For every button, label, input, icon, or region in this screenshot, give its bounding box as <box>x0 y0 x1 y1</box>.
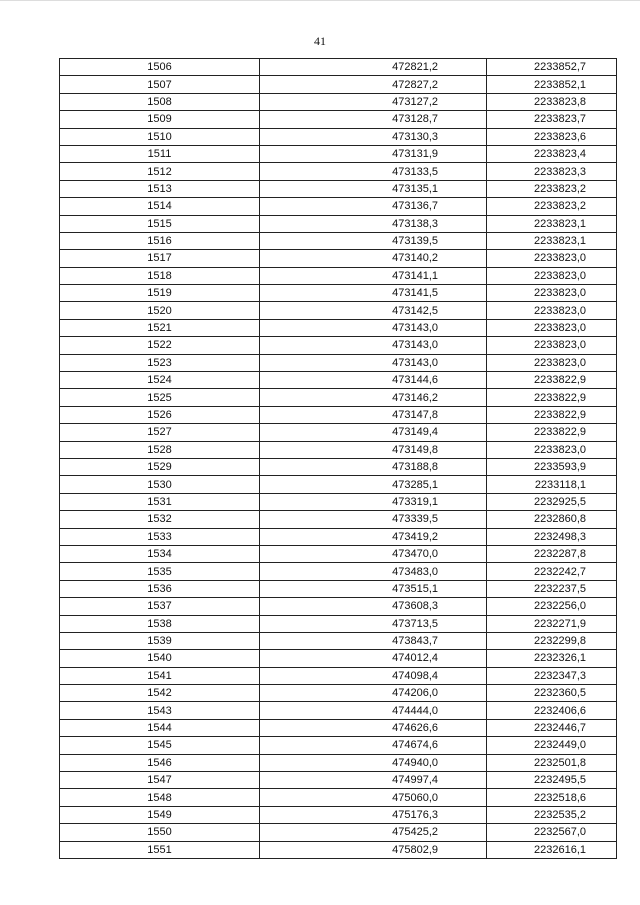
y-coordinate-cell: 2233823,7 <box>487 111 617 128</box>
y-coordinate-cell: 2232326,1 <box>487 650 617 667</box>
point-number-cell: 1530 <box>60 476 260 493</box>
table-row <box>60 563 617 580</box>
table-row <box>60 232 617 249</box>
table-row <box>60 128 617 145</box>
table-row <box>60 319 617 336</box>
x-coordinate-cell: 473149,4 <box>260 424 487 441</box>
y-coordinate-cell: 2233823,0 <box>487 250 617 267</box>
x-coordinate-cell: 473608,3 <box>260 598 487 615</box>
y-coordinate-cell: 2232299,8 <box>487 632 617 649</box>
table-row <box>60 180 617 197</box>
y-coordinate-cell: 2233822,9 <box>487 372 617 389</box>
x-coordinate-cell: 473843,7 <box>260 632 487 649</box>
table-row <box>60 337 617 354</box>
x-coordinate-cell: 472827,2 <box>260 76 487 93</box>
x-coordinate-cell: 474012,4 <box>260 650 487 667</box>
x-coordinate-cell: 475425,2 <box>260 824 487 841</box>
x-coordinate-cell: 473136,7 <box>260 198 487 215</box>
y-coordinate-cell: 2233823,0 <box>487 319 617 336</box>
point-number-cell: 1517 <box>60 250 260 267</box>
y-coordinate-cell: 2232567,0 <box>487 824 617 841</box>
y-coordinate-cell: 2233823,0 <box>487 267 617 284</box>
table-row <box>60 406 617 423</box>
table-row <box>60 267 617 284</box>
y-coordinate-cell: 2232446,7 <box>487 719 617 736</box>
point-number-cell: 1533 <box>60 528 260 545</box>
table-row <box>60 354 617 371</box>
x-coordinate-cell: 475060,0 <box>260 789 487 806</box>
x-coordinate-cell: 473127,2 <box>260 93 487 110</box>
table-row <box>60 441 617 458</box>
y-coordinate-cell: 2232347,3 <box>487 667 617 684</box>
x-coordinate-cell: 473128,7 <box>260 111 487 128</box>
x-coordinate-cell: 473143,0 <box>260 319 487 336</box>
x-coordinate-cell: 474444,0 <box>260 702 487 719</box>
x-coordinate-cell: 474940,0 <box>260 754 487 771</box>
table-row <box>60 511 617 528</box>
table-row <box>60 372 617 389</box>
point-number-cell: 1532 <box>60 511 260 528</box>
table-row <box>60 598 617 615</box>
x-coordinate-cell: 474098,4 <box>260 667 487 684</box>
y-coordinate-cell: 2233823,4 <box>487 145 617 162</box>
point-number-cell: 1541 <box>60 667 260 684</box>
table-row <box>60 163 617 180</box>
y-coordinate-cell: 2233823,0 <box>487 354 617 371</box>
y-coordinate-cell: 2232449,0 <box>487 737 617 754</box>
y-coordinate-cell: 2232256,0 <box>487 598 617 615</box>
y-coordinate-cell: 2232498,3 <box>487 528 617 545</box>
point-number-cell: 1506 <box>60 59 260 76</box>
table-row <box>60 719 617 736</box>
point-number-cell: 1535 <box>60 563 260 580</box>
table-row <box>60 545 617 562</box>
y-coordinate-cell: 2233822,9 <box>487 424 617 441</box>
point-number-cell: 1537 <box>60 598 260 615</box>
x-coordinate-cell: 473131,9 <box>260 145 487 162</box>
point-number-cell: 1526 <box>60 406 260 423</box>
point-number-cell: 1523 <box>60 354 260 371</box>
table-row <box>60 702 617 719</box>
point-number-cell: 1518 <box>60 267 260 284</box>
point-number-cell: 1549 <box>60 806 260 823</box>
x-coordinate-cell: 473139,5 <box>260 232 487 249</box>
x-coordinate-cell: 473146,2 <box>260 389 487 406</box>
point-number-cell: 1550 <box>60 824 260 841</box>
y-coordinate-cell: 2233823,2 <box>487 180 617 197</box>
x-coordinate-cell: 473133,5 <box>260 163 487 180</box>
point-number-cell: 1512 <box>60 163 260 180</box>
table-row <box>60 145 617 162</box>
table-row <box>60 650 617 667</box>
x-coordinate-cell: 475176,3 <box>260 806 487 823</box>
y-coordinate-cell: 2233822,9 <box>487 389 617 406</box>
y-coordinate-cell: 2232406,6 <box>487 702 617 719</box>
x-coordinate-cell: 473143,0 <box>260 354 487 371</box>
y-coordinate-cell: 2233823,3 <box>487 163 617 180</box>
x-coordinate-cell: 473147,8 <box>260 406 487 423</box>
x-coordinate-cell: 473515,1 <box>260 580 487 597</box>
x-coordinate-cell: 473149,8 <box>260 441 487 458</box>
x-coordinate-cell: 474626,6 <box>260 719 487 736</box>
page-top-edge <box>0 0 640 1</box>
point-number-cell: 1508 <box>60 93 260 110</box>
y-coordinate-cell: 2233852,1 <box>487 76 617 93</box>
coordinates-table <box>59 58 617 859</box>
point-number-cell: 1536 <box>60 580 260 597</box>
x-coordinate-cell: 473141,1 <box>260 267 487 284</box>
x-coordinate-cell: 473419,2 <box>260 528 487 545</box>
point-number-cell: 1527 <box>60 424 260 441</box>
y-coordinate-cell: 2232360,5 <box>487 685 617 702</box>
table-row <box>60 458 617 475</box>
table-row <box>60 424 617 441</box>
y-coordinate-cell: 2232616,1 <box>487 841 617 858</box>
x-coordinate-cell: 473130,3 <box>260 128 487 145</box>
table-row <box>60 59 617 76</box>
y-coordinate-cell: 2233823,8 <box>487 93 617 110</box>
y-coordinate-cell: 2233823,0 <box>487 337 617 354</box>
x-coordinate-cell: 473140,2 <box>260 250 487 267</box>
table-row <box>60 111 617 128</box>
x-coordinate-cell: 473285,1 <box>260 476 487 493</box>
y-coordinate-cell: 2233852,7 <box>487 59 617 76</box>
y-coordinate-cell: 2233823,1 <box>487 215 617 232</box>
table-row <box>60 824 617 841</box>
table-row <box>60 806 617 823</box>
point-number-cell: 1509 <box>60 111 260 128</box>
x-coordinate-cell: 473319,1 <box>260 493 487 510</box>
table-row <box>60 302 617 319</box>
table-row <box>60 841 617 858</box>
x-coordinate-cell: 475802,9 <box>260 841 487 858</box>
y-coordinate-cell: 2233823,0 <box>487 302 617 319</box>
point-number-cell: 1515 <box>60 215 260 232</box>
point-number-cell: 1507 <box>60 76 260 93</box>
point-number-cell: 1546 <box>60 754 260 771</box>
coordinates-table-body <box>60 59 617 859</box>
x-coordinate-cell: 473713,5 <box>260 615 487 632</box>
x-coordinate-cell: 474206,0 <box>260 685 487 702</box>
table-row <box>60 493 617 510</box>
point-number-cell: 1529 <box>60 458 260 475</box>
x-coordinate-cell: 473188,8 <box>260 458 487 475</box>
x-coordinate-cell: 473138,3 <box>260 215 487 232</box>
point-number-cell: 1528 <box>60 441 260 458</box>
table-row <box>60 632 617 649</box>
point-number-cell: 1514 <box>60 198 260 215</box>
point-number-cell: 1519 <box>60 285 260 302</box>
x-coordinate-cell: 474674,6 <box>260 737 487 754</box>
point-number-cell: 1525 <box>60 389 260 406</box>
y-coordinate-cell: 2233823,2 <box>487 198 617 215</box>
y-coordinate-cell: 2232237,5 <box>487 580 617 597</box>
x-coordinate-cell: 473144,6 <box>260 372 487 389</box>
table-row <box>60 93 617 110</box>
point-number-cell: 1538 <box>60 615 260 632</box>
page-number: 41 <box>314 34 326 48</box>
x-coordinate-cell: 473141,5 <box>260 285 487 302</box>
point-number-cell: 1544 <box>60 719 260 736</box>
table-row <box>60 580 617 597</box>
point-number-cell: 1510 <box>60 128 260 145</box>
point-number-cell: 1547 <box>60 772 260 789</box>
point-number-cell: 1542 <box>60 685 260 702</box>
point-number-cell: 1524 <box>60 372 260 389</box>
point-number-cell: 1513 <box>60 180 260 197</box>
y-coordinate-cell: 2232495,5 <box>487 772 617 789</box>
table-row <box>60 76 617 93</box>
y-coordinate-cell: 2233823,0 <box>487 285 617 302</box>
point-number-cell: 1534 <box>60 545 260 562</box>
point-number-cell: 1545 <box>60 737 260 754</box>
y-coordinate-cell: 2232501,8 <box>487 754 617 771</box>
table-row <box>60 754 617 771</box>
y-coordinate-cell: 2233823,0 <box>487 441 617 458</box>
point-number-cell: 1543 <box>60 702 260 719</box>
point-number-cell: 1531 <box>60 493 260 510</box>
table-row <box>60 250 617 267</box>
table-row <box>60 737 617 754</box>
table-row <box>60 615 617 632</box>
table-row <box>60 198 617 215</box>
point-number-cell: 1520 <box>60 302 260 319</box>
x-coordinate-cell: 473339,5 <box>260 511 487 528</box>
point-number-cell: 1548 <box>60 789 260 806</box>
point-number-cell: 1539 <box>60 632 260 649</box>
point-number-cell: 1516 <box>60 232 260 249</box>
point-number-cell: 1521 <box>60 319 260 336</box>
y-coordinate-cell: 2232271,9 <box>487 615 617 632</box>
table-row <box>60 772 617 789</box>
table-row <box>60 789 617 806</box>
table-row <box>60 667 617 684</box>
point-number-cell: 1511 <box>60 145 260 162</box>
x-coordinate-cell: 473143,0 <box>260 337 487 354</box>
table-row <box>60 285 617 302</box>
y-coordinate-cell: 2232242,7 <box>487 563 617 580</box>
y-coordinate-cell: 2233823,1 <box>487 232 617 249</box>
y-coordinate-cell: 2232860,8 <box>487 511 617 528</box>
point-number-cell: 1540 <box>60 650 260 667</box>
point-number-cell: 1522 <box>60 337 260 354</box>
y-coordinate-cell: 2233593,9 <box>487 458 617 475</box>
y-coordinate-cell: 2232535,2 <box>487 806 617 823</box>
x-coordinate-cell: 473142,5 <box>260 302 487 319</box>
x-coordinate-cell: 474997,4 <box>260 772 487 789</box>
x-coordinate-cell: 473135,1 <box>260 180 487 197</box>
table-row <box>60 476 617 493</box>
x-coordinate-cell: 473483,0 <box>260 563 487 580</box>
x-coordinate-cell: 472821,2 <box>260 59 487 76</box>
y-coordinate-cell: 2232518,6 <box>487 789 617 806</box>
table-row <box>60 528 617 545</box>
table-row <box>60 215 617 232</box>
table-row <box>60 389 617 406</box>
y-coordinate-cell: 2232925,5 <box>487 493 617 510</box>
x-coordinate-cell: 473470,0 <box>260 545 487 562</box>
table-row <box>60 685 617 702</box>
point-number-cell: 1551 <box>60 841 260 858</box>
y-coordinate-cell: 2233118,1 <box>487 476 617 493</box>
y-coordinate-cell: 2233822,9 <box>487 406 617 423</box>
y-coordinate-cell: 2232287,8 <box>487 545 617 562</box>
y-coordinate-cell: 2233823,6 <box>487 128 617 145</box>
